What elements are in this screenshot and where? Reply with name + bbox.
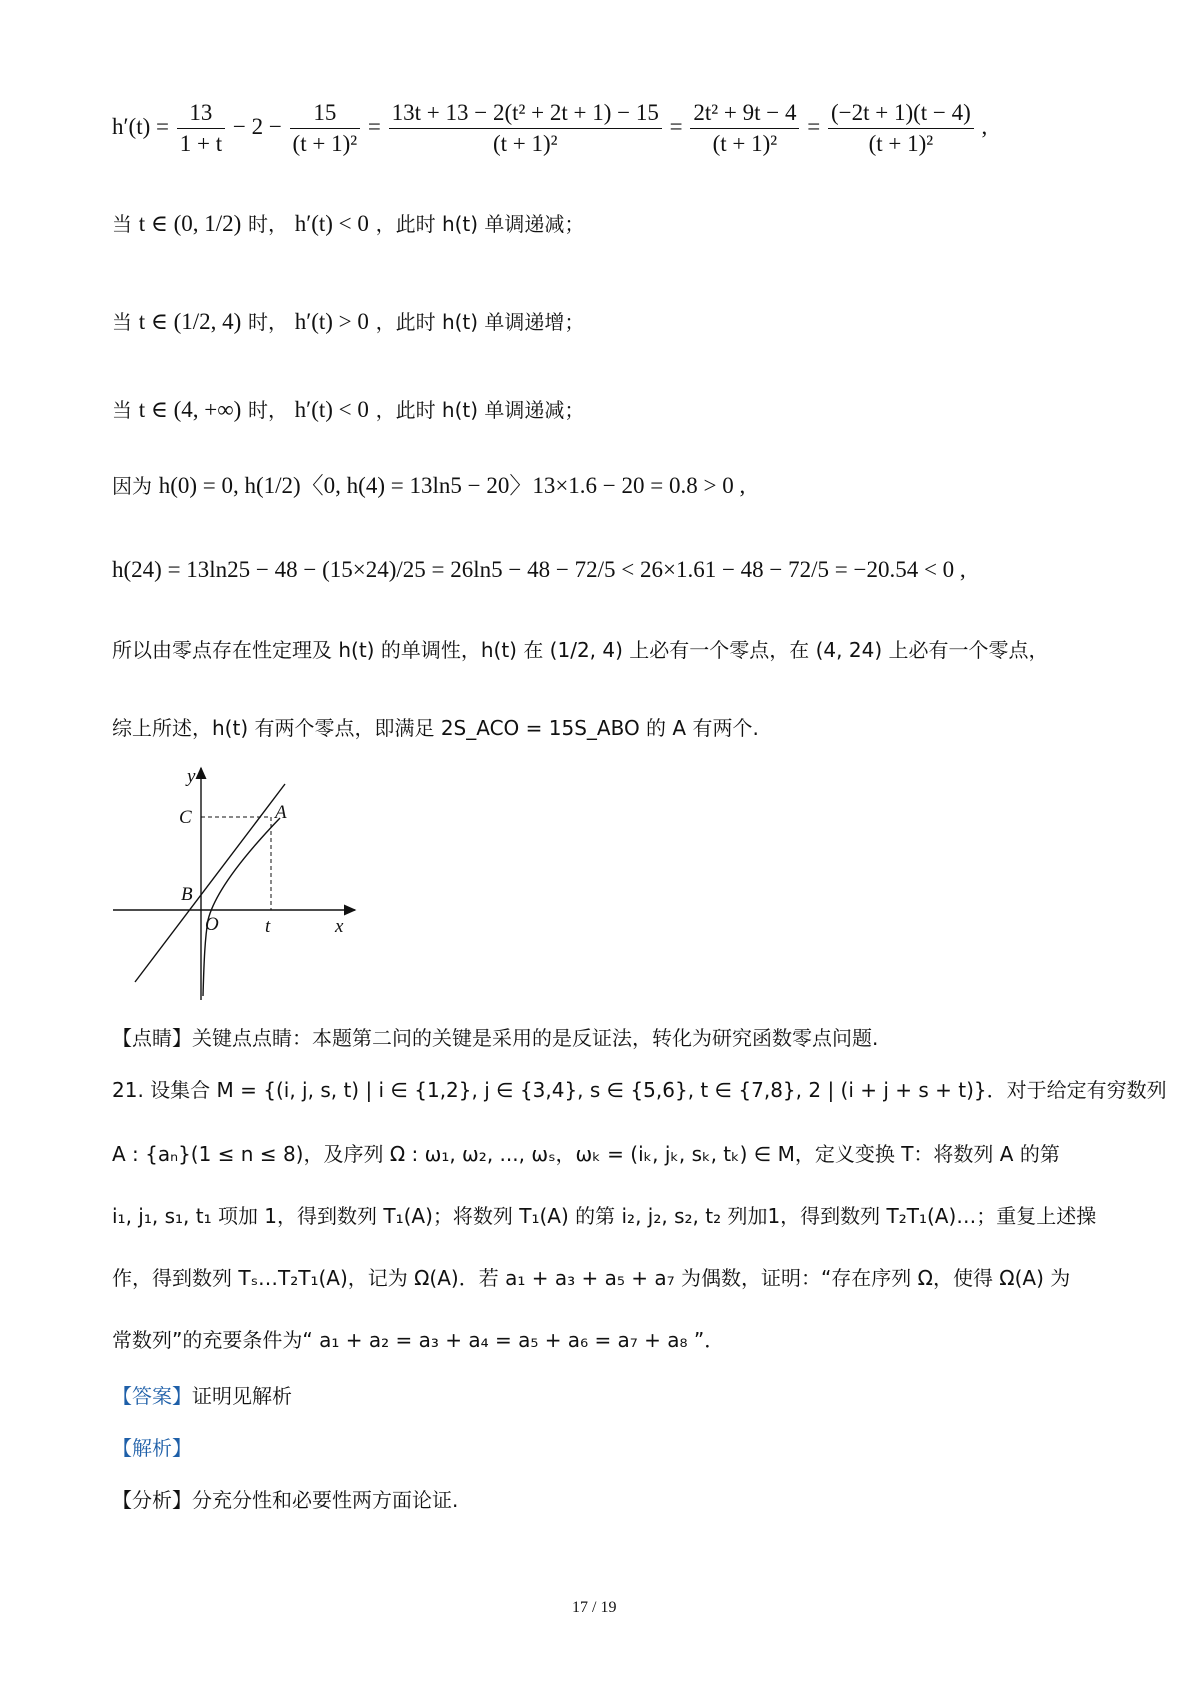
label-A: A [275, 802, 287, 823]
case-decreasing-2: 当 t ∈ (4, +∞) 时， h′(t) < 0 ，此时 h(t) 单调递减； [112, 397, 585, 422]
function-graph [105, 760, 365, 1000]
summary-line: 综上所述，h(t) 有两个零点，即满足 2S_ACO = 15S_ABO 的 A 有两个. [112, 716, 759, 740]
frac-expanded: $\frac{\text{13t + 13 − 2(t² + 2t + 1) − 15}}{\text{(t + 1)²}}$ [389, 100, 662, 158]
dianjing-tag: 【点睛】 [112, 1026, 192, 1050]
label-t: t [265, 916, 271, 937]
case1-interval: t ∈ (0, 1/2) [138, 211, 242, 236]
case3-interval: t ∈ (4, +∞) [138, 397, 242, 422]
dianjing-text: 关键点点睛：本题第二问的关键是采用的是反证法，转化为研究函数零点问题. [192, 1026, 879, 1050]
fenxi-tag: 【分析】 [112, 1488, 192, 1512]
frac-15-over-tplus1sq: $\frac{15}{\text{(t + 1)²}}$ [290, 100, 361, 158]
because-line: 因为 h(0) = 0, h(1/2)〈0, h(4) = 13ln5 − 20〉13×1.6 − 20 = 0.8 > 0 , [112, 473, 746, 498]
q21-line2: A : {aₙ}(1 ≤ n ≤ 8)，及序列 Ω : ω₁, ω₂, ..., ωₛ，ωₖ = (iₖ, jₖ, sₖ, tₖ) ∈ M，定义变换 T：将数列 A 的第 [112, 1142, 1060, 1166]
frac-13-over-1plust: $\frac{13}{1 + t}$ [177, 100, 225, 158]
h24-line: h(24) = 13ln25 − 48 − (15×24)/25 = 26ln5 − 48 − 72/5 < 26×1.61 − 48 − 72/5 = −20.54 < 0 , [112, 557, 966, 582]
q21-line4: 作，得到数列 Tₛ…T₂T₁(A)，记为 Ω(A)．若 a₁ + a₃ + a₅ + a₇ 为偶数，证明：“存在序列 Ω，使得 Ω(A) 为 [112, 1266, 1071, 1290]
case-decreasing-1: 当 t ∈ (0, 1/2) 时， h′(t) < 0 ，此时 h(t) 单调递减； [112, 211, 585, 236]
tangent-line [135, 784, 285, 982]
frac-quadratic: $\frac{\text{2t² + 9t − 4}}{\text{(t + 1)²}}$ [690, 100, 799, 158]
case-increasing: 当 t ∈ (1/2, 4) 时， h′(t) > 0 ，此时 h(t) 单调递增； [112, 309, 585, 334]
case2-interval: t ∈ (1/2, 4) [138, 309, 242, 334]
label-B: B [181, 884, 193, 905]
formula-hprime-lhs: h′(t) = [112, 114, 169, 140]
answer-text: 证明见解析 [192, 1384, 292, 1408]
label-O: O [205, 914, 219, 935]
page-number: 17 / 19 [572, 1599, 617, 1616]
log-curve [203, 818, 280, 996]
zeros-line: 所以由零点存在性定理及 h(t) 的单调性，h(t) 在 (1/2, 4) 上必有一个零点，在 (4, 24) 上必有一个零点， [112, 638, 1049, 662]
q21-line5: 常数列”的充要条件为“ a₁ + a₂ = a₃ + a₄ = a₅ + a₆ = a₇ + a₈ ”． [112, 1328, 725, 1352]
answer-tag: 【答案】 [112, 1384, 192, 1408]
formula-minus2: − 2 − [232, 114, 282, 140]
formula-hprime: h′(t) = $\frac{13}{1 + t}$ − 2 − $\frac{15}{\text{(t + 1)²}}$ = $\frac{\text{13t + 13 − 2(t² + 2t + 1) − 15}}{\text{(t + 1)²}}$ = $\frac{\text{2t² + 9t − 4}}{\text{(t + 1)²}}$ = $\frac{(-2t + 1)(t - 4)}{\text{(t + 1)²}}$ , [112, 100, 988, 157]
label-y: y [187, 766, 196, 787]
jiexi-tag: 【解析】 [112, 1436, 192, 1460]
fenxi-line [112, 1488, 458, 1512]
dianjing-line [112, 1026, 878, 1050]
q21-line1: 21. 设集合 M = {(i, j, s, t) | i ∈ {1,2}, j ∈ {3,4}, s ∈ {5,6}, t ∈ {7,8}, 2 | (i + j + s + t)}．对于给定有穷数列 [112, 1078, 1167, 1102]
label-x: x [335, 916, 344, 937]
answer-line [112, 1384, 292, 1408]
q21-line3: i₁, j₁, s₁, t₁ 项加 1，得到数列 T₁(A)；将数列 T₁(A) 的第 i₂, j₂, s₂, t₂ 列加1，得到数列 T₂T₁(A)…；重复上述操 [112, 1204, 1097, 1228]
frac-factored: $\frac{(-2t + 1)(t - 4)}{\text{(t + 1)²}}$ [828, 100, 974, 158]
label-C: C [179, 807, 192, 828]
fenxi-text: 分充分性和必要性两方面论证. [192, 1488, 459, 1512]
